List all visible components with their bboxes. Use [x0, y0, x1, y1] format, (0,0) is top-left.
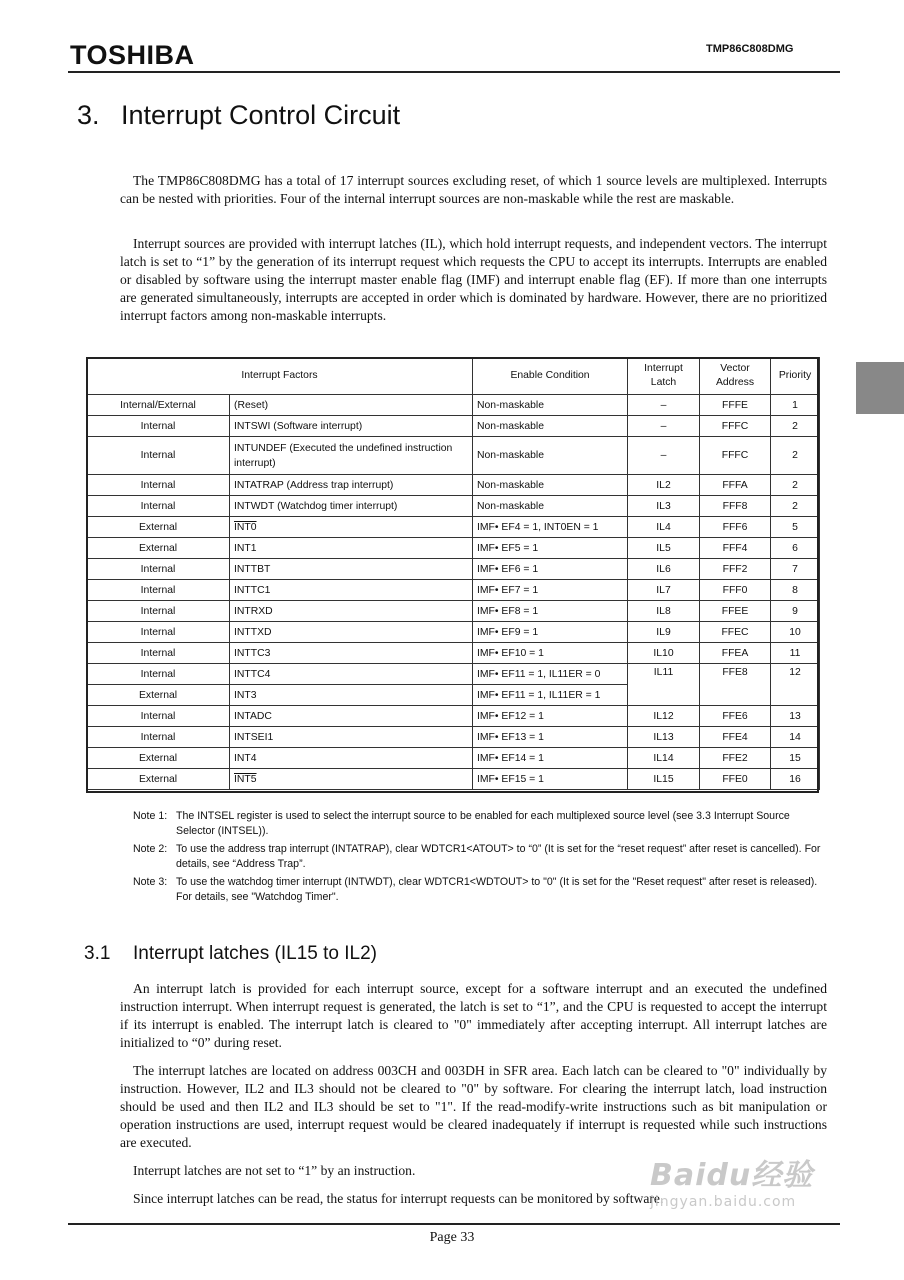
watermark-brand: Baidu经验	[650, 1158, 814, 1193]
cell-enable: IMF• EF11 = 1, IL11ER = 0	[473, 664, 628, 685]
note-label: Note 1:	[133, 810, 168, 822]
latch-paragraph-1: An interrupt latch is provided for each interrupt source, except for a software interrupt and an executed the undefined instruction interrupt. When interrupt request is generated, the latch is set to “1”, and the CPU is requested to accept the interrupt if its interrupt is enabled. The interrupt latch is cleared to "0" immediately after accepting interrupt. All interrupt latches are initialized to “0” during reset.	[120, 981, 827, 1050]
cell-factor: (Reset)	[230, 395, 473, 416]
cell-factor: INTTXD	[230, 622, 473, 643]
latch-paragraph-3: Interrupt latches are not set to “1” by an instruction.	[133, 1163, 416, 1178]
footer-divider	[68, 1223, 840, 1225]
cell-priority: 11	[771, 643, 820, 664]
cell-priority: 15	[771, 748, 820, 769]
chapter-side-tab	[856, 362, 904, 414]
cell-vector: FFE8	[700, 664, 771, 706]
cell-priority: 8	[771, 580, 820, 601]
cell-factor: INTADC	[230, 706, 473, 727]
section-title: Interrupt Control Circuit	[121, 100, 401, 130]
cell-enable: IMF• EF4 = 1, INT0EN = 1	[473, 517, 628, 538]
baidu-watermark	[650, 1150, 850, 1210]
header-interrupt-factors: Interrupt Factors	[87, 358, 473, 395]
cell-factor: INTUNDEF (Executed the undefined instruction interrupt)	[230, 437, 473, 475]
cell-latch: IL14	[628, 748, 700, 769]
cell-latch: IL7	[628, 580, 700, 601]
intro-paragraph-2: Interrupt sources are provided with interrupt latches (IL), which hold interrupt requests, and independent vectors. The interrupt latch is set to “1” by the generation of its interrupt request which requests the CPU to accept its interrupts. Interrupts are enabled or disabled by software using the interrupt master enable flag (IMF) and interrupt enable flag (EF). If more than one interrupts are generated simultaneously, interrupts are accepted in order which is dominated by hardware. However, there are no prioritized interrupt factors among non-maskable interrupts.	[120, 236, 827, 323]
cell-enable: Non-maskable	[473, 475, 628, 496]
subsection-number: 3.1	[84, 943, 111, 964]
latch-paragraph-4: Since interrupt latches can be read, the status for interrupt requests can be monitored by software.	[133, 1191, 664, 1206]
cell-enable: IMF• EF5 = 1	[473, 538, 628, 559]
cell-type: Internal	[87, 664, 230, 685]
cell-enable: IMF• EF14 = 1	[473, 748, 628, 769]
cell-priority: 5	[771, 517, 820, 538]
cell-enable: IMF• EF13 = 1	[473, 727, 628, 748]
cell-latch: IL11	[628, 664, 700, 706]
cell-factor: INTTC1	[230, 580, 473, 601]
cell-vector: FFFE	[700, 395, 771, 416]
note-label: Note 2:	[133, 843, 168, 855]
cell-factor: INT4	[230, 748, 473, 769]
cell-vector: FFFC	[700, 437, 771, 475]
cell-factor: INT1	[230, 538, 473, 559]
note-item	[133, 842, 828, 872]
cell-enable: IMF• EF9 = 1	[473, 622, 628, 643]
cell-enable: IMF• EF11 = 1, IL11ER = 1	[473, 685, 628, 706]
cell-priority: 6	[771, 538, 820, 559]
cell-latch: IL13	[628, 727, 700, 748]
header-priority: Priority	[771, 358, 820, 395]
cell-latch: IL6	[628, 559, 700, 580]
cell-type: Internal	[87, 622, 230, 643]
note-text: To use the address trap interrupt (INTATRAP), clear WDTCR1<ATOUT> to “0” (It is set for the “reset request” after reset is cancelled). For details, see “Address Trap”.	[176, 843, 821, 870]
cell-latch: IL3	[628, 496, 700, 517]
subsection-title: Interrupt latches (IL15 to IL2)	[133, 943, 377, 964]
cell-priority: 7	[771, 559, 820, 580]
cell-factor: INTTBT	[230, 559, 473, 580]
cell-vector: FFFA	[700, 475, 771, 496]
cell-enable: IMF• EF15 = 1	[473, 769, 628, 790]
cell-type: Internal	[87, 643, 230, 664]
cell-factor: INTWDT (Watchdog timer interrupt)	[230, 496, 473, 517]
cell-latch: IL8	[628, 601, 700, 622]
section-number: 3.	[77, 100, 100, 130]
cell-vector: FFEC	[700, 622, 771, 643]
cell-priority: 9	[771, 601, 820, 622]
section-heading	[77, 100, 400, 131]
cell-enable: Non-maskable	[473, 437, 628, 475]
cell-type: Internal	[87, 416, 230, 437]
cell-latch: IL15	[628, 769, 700, 790]
header-interrupt-latch: Interrupt Latch	[628, 358, 700, 395]
cell-priority: 2	[771, 416, 820, 437]
cell-vector: FFEA	[700, 643, 771, 664]
header-vector-address: Vector Address	[700, 358, 771, 395]
cell-type: Internal/External	[87, 395, 230, 416]
cell-vector: FFF2	[700, 559, 771, 580]
cell-factor: INTRXD	[230, 601, 473, 622]
cell-factor: INTSWI (Software interrupt)	[230, 416, 473, 437]
cell-type: Internal	[87, 727, 230, 748]
cell-type: Internal	[87, 580, 230, 601]
cell-latch: IL2	[628, 475, 700, 496]
cell-latch: IL9	[628, 622, 700, 643]
cell-vector: FFF8	[700, 496, 771, 517]
cell-priority: 2	[771, 475, 820, 496]
cell-vector: FFEE	[700, 601, 771, 622]
int5-active-low-label: INT5	[234, 773, 257, 785]
cell-priority: 10	[771, 622, 820, 643]
cell-type: External	[87, 517, 230, 538]
cell-type: External	[87, 538, 230, 559]
toshiba-logo: TOSHIBA	[70, 40, 195, 70]
cell-factor: INTTC4	[230, 664, 473, 685]
cell-type: Internal	[87, 437, 230, 475]
cell-type: External	[87, 769, 230, 790]
cell-priority: 1	[771, 395, 820, 416]
cell-latch: –	[628, 416, 700, 437]
latch-paragraph-2: The interrupt latches are located on address 003CH and 003DH in SFR area. Each latch can be cleared to "0" individually by instruction. However, IL2 and IL3 should not be cleared to "0" by software. For clearing the interrupt latch, load instruction should be used and then IL2 and IL3 should be set to "1". If the read-modify-write instructions such as bit manipulation or operation instructions are used, interrupt request would be cleared inadequately if interrupt is requested while such instructions are executed.	[120, 1063, 827, 1150]
cell-enable: Non-maskable	[473, 496, 628, 517]
cell-vector: FFF4	[700, 538, 771, 559]
cell-priority: 13	[771, 706, 820, 727]
page-number: Page 33	[429, 1230, 475, 1245]
note-text: To use the watchdog timer interrupt (INTWDT), clear WDTCR1<WDTOUT> to "0" (It is set for the "Reset request" after reset is released). For details, see "Watchdog Timer".	[176, 876, 818, 903]
cell-type: External	[87, 685, 230, 706]
note-item	[133, 875, 828, 905]
notes-block	[133, 809, 828, 908]
note-text: The INTSEL register is used to select the interrupt source to be enabled for each multiplexed source level (see 3.3 Interrupt Source Selector (INTSEL)).	[176, 810, 790, 837]
cell-vector: FFF0	[700, 580, 771, 601]
cell-type: Internal	[87, 496, 230, 517]
cell-enable: IMF• EF12 = 1	[473, 706, 628, 727]
cell-latch: IL5	[628, 538, 700, 559]
cell-vector: FFE2	[700, 748, 771, 769]
subsection-heading	[84, 943, 377, 965]
header-enable-condition: Enable Condition	[473, 358, 628, 395]
cell-enable: IMF• EF7 = 1	[473, 580, 628, 601]
cell-type: Internal	[87, 559, 230, 580]
int0-active-low-label: INT0	[234, 521, 257, 533]
cell-vector: FFFC	[700, 416, 771, 437]
cell-factor: INTATRAP (Address trap interrupt)	[230, 475, 473, 496]
cell-latch: IL10	[628, 643, 700, 664]
cell-latch: IL12	[628, 706, 700, 727]
cell-type: External	[87, 748, 230, 769]
cell-latch: IL4	[628, 517, 700, 538]
cell-vector: FFE0	[700, 769, 771, 790]
cell-type: Internal	[87, 475, 230, 496]
cell-vector: FFE6	[700, 706, 771, 727]
cell-latch: –	[628, 437, 700, 475]
cell-type: Internal	[87, 706, 230, 727]
header-divider	[68, 71, 840, 73]
cell-factor: INTSEI1	[230, 727, 473, 748]
cell-enable: IMF• EF6 = 1	[473, 559, 628, 580]
part-number: TMP86C808DMG	[706, 43, 794, 55]
cell-priority: 2	[771, 496, 820, 517]
cell-enable: Non-maskable	[473, 416, 628, 437]
note-item	[133, 809, 828, 839]
cell-latch: –	[628, 395, 700, 416]
cell-factor: INTTC3	[230, 643, 473, 664]
note-label: Note 3:	[133, 876, 168, 888]
cell-vector: FFE4	[700, 727, 771, 748]
cell-factor: INT3	[230, 685, 473, 706]
table-outer-border	[86, 357, 819, 793]
cell-enable: Non-maskable	[473, 395, 628, 416]
intro-paragraph-1: The TMP86C808DMG has a total of 17 interrupt sources excluding reset, of which 1 source levels are multiplexed. Interrupts can be nested with priorities. Four of the internal interrupt sources are non-maskable while the rest are maskable.	[120, 173, 827, 206]
watermark-url: jingyan.baidu.com	[650, 1194, 797, 1210]
cell-type: Internal	[87, 601, 230, 622]
cell-priority: 14	[771, 727, 820, 748]
cell-priority: 2	[771, 437, 820, 475]
cell-vector: FFF6	[700, 517, 771, 538]
cell-enable: IMF• EF10 = 1	[473, 643, 628, 664]
cell-priority: 16	[771, 769, 820, 790]
cell-priority: 12	[771, 664, 820, 706]
cell-enable: IMF• EF8 = 1	[473, 601, 628, 622]
